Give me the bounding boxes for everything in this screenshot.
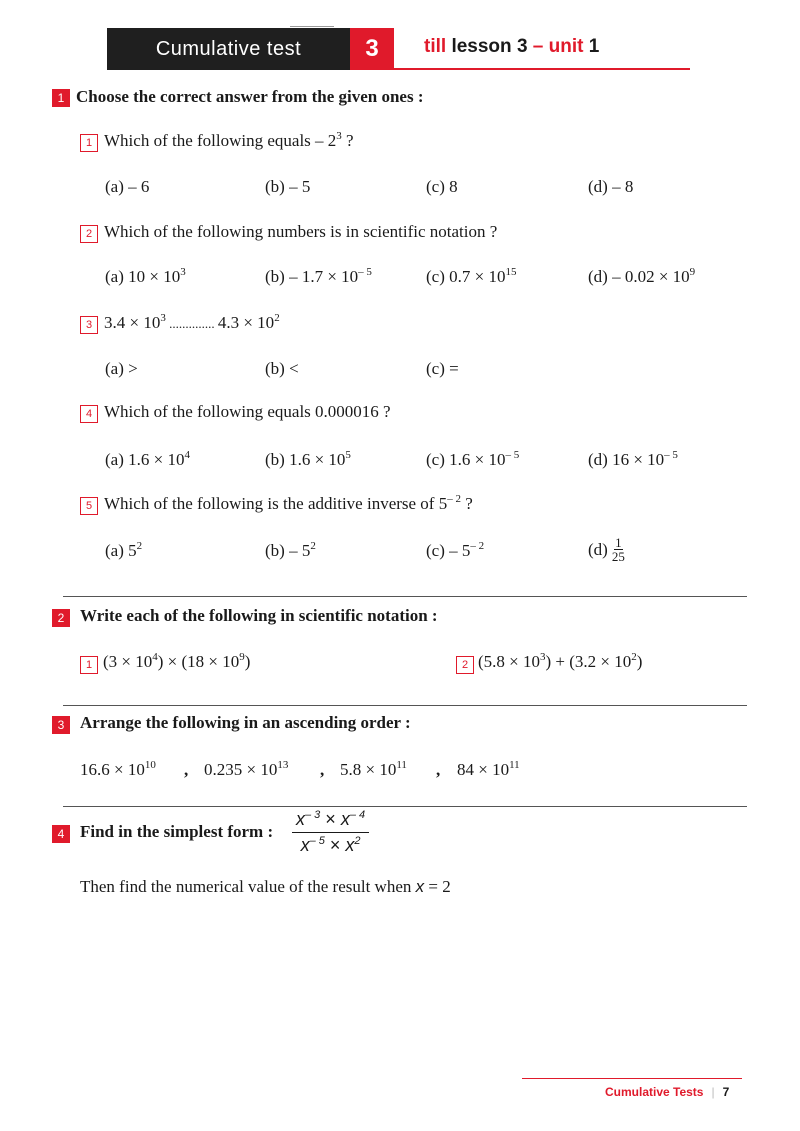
answer-option[interactable]: (d) $16 \times 10^{- 5}$: [588, 449, 678, 469]
answer-option[interactable]: (c) $1.6 \times 10^{- 5}$: [426, 449, 520, 469]
answer-option[interactable]: (c) $0.7 \times 10^{15}$: [426, 266, 517, 286]
header-underline: [394, 68, 690, 70]
test-number-badge: 3: [350, 28, 394, 70]
test-title: Cumulative test: [155, 37, 302, 60]
test-scope: till lesson 3 – unit 1: [424, 36, 600, 57]
answer-option[interactable]: (b) <: [265, 359, 299, 378]
question-title: Arrange the following in an ascending order :: [80, 713, 411, 732]
answer-option[interactable]: (d) $\frac{1}{25}$: [588, 535, 625, 564]
answer-option[interactable]: $(d) - 0.02 \times 10^9$: [588, 266, 696, 286]
question-text: Which of the following equals 0.000016 ?: [104, 402, 391, 421]
sub-question-number: 3: [80, 316, 98, 334]
fraction: $\frac{1}{25}$: [611, 535, 625, 564]
sub-question-number: 1: [80, 656, 98, 674]
question-text: $3.4 \times 10^3$ .............. $4.3 \times 10^2$: [104, 312, 280, 332]
value-item: $5.8 \times 10^{11}$: [340, 759, 407, 779]
answer-option[interactable]: (a) >: [105, 359, 138, 378]
answer-option[interactable]: (c) =: [426, 359, 459, 378]
footer-label: Cumulative Tests: [605, 1085, 704, 1099]
expression-fraction: [292, 809, 369, 856]
answer-option[interactable]: (d) – 8: [588, 177, 634, 196]
answer-option[interactable]: (b) – 5: [265, 177, 311, 196]
question-number-badge: 3: [52, 716, 70, 734]
sub-question-number: 2: [456, 656, 474, 674]
answer-option[interactable]: (a) $1.6 \times 10^4$: [105, 449, 190, 469]
fraction-denominator: $x^{- 5} \times x^2$: [300, 835, 361, 855]
fraction-numerator: $x^{- 3} \times x^{- 4}$: [292, 809, 369, 833]
answer-option[interactable]: (a) – 6: [105, 177, 150, 196]
answer-option[interactable]: $(b) - 1.7 \times 10^{- 5}$: [265, 266, 372, 286]
footer: Cumulative Tests | 7: [605, 1085, 730, 1099]
separator: ,: [184, 760, 189, 779]
question-text: Which of the following is the additive inverse of $5^{- 2}$ ?: [104, 493, 473, 513]
question-text: Which of the following equals – $2^3$ ?: [104, 130, 354, 150]
section-divider: [63, 596, 747, 597]
value-item: $16.6 \times 10^{10}$: [80, 759, 156, 779]
question-number-badge: 4: [52, 825, 70, 843]
question-number-badge: 1: [52, 89, 70, 107]
sub-question-number: 5: [80, 497, 98, 515]
question-title: Choose the correct answer from the given ones :: [76, 87, 424, 106]
footer-line: [522, 1078, 742, 1079]
answer-option[interactable]: (b) $1.6 \times 10^5$: [265, 449, 351, 469]
question-text: $(5.8 \times 10^3) + (3.2 \times 10^2)$: [478, 651, 643, 671]
answer-option[interactable]: $(b) - 5^2$: [265, 540, 316, 560]
question-title: Find in the simplest form :: [80, 822, 274, 841]
sub-question-number: 2: [80, 225, 98, 243]
answer-option[interactable]: (c) 8: [426, 177, 458, 196]
answer-option[interactable]: $(c) - 5^{- 2}$: [426, 540, 485, 560]
question-text: $(3 \times 10^4) \times (18 \times 10^9)$: [103, 651, 251, 671]
section-divider: [63, 705, 747, 706]
section-divider: [63, 806, 747, 807]
question-number-badge: 2: [52, 609, 70, 627]
answer-option[interactable]: (a) $10 \times 10^3$: [105, 266, 186, 286]
separator: ,: [436, 760, 441, 779]
page-number: 7: [722, 1085, 730, 1099]
test-title-banner: [107, 28, 350, 70]
question-title: Write each of the following in scientific notation :: [80, 606, 438, 625]
value-item: $84 \times 10^{11}$: [457, 759, 520, 779]
sub-question-number: 4: [80, 405, 98, 423]
sub-question-number: 1: [80, 134, 98, 152]
answer-option[interactable]: (a) $5^2$: [105, 540, 143, 560]
value-item: $0.235 \times 10^{13}$: [204, 759, 289, 779]
question-text: Which of the following numbers is in scientific notation ?: [104, 222, 498, 241]
header-top-line: [290, 26, 334, 27]
follow-up-text: Then find the numerical value of the result when x = 2: [80, 877, 451, 896]
separator: ,: [320, 760, 325, 779]
